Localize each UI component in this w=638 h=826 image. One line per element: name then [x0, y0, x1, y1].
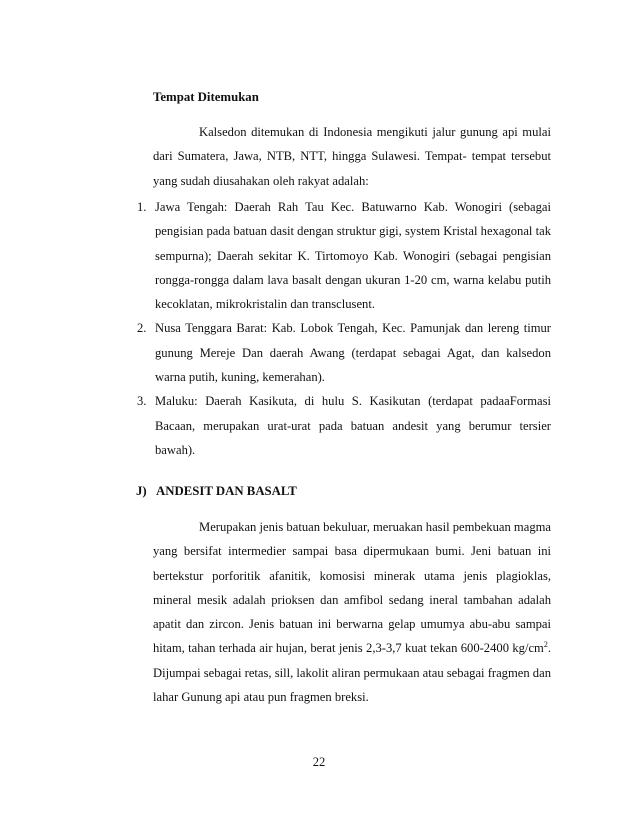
- andesit-text-end: . Dijumpai sebagai retas, sill, lakolit aliran permukaan atau sebagai fragmen dan lahar Gunung api atau pun fragmen breksi.: [153, 641, 551, 705]
- list-item-text: Maluku: Daerah Kasikuta, di hulu S. Kasikutan (terdapat padaaFormasi Bacaan, merupakan urat-urat pada batuan andesit yang berumur tersier bawah).: [155, 394, 551, 457]
- list-item-number: 3.: [137, 394, 147, 409]
- page-number: 22: [312, 755, 326, 769]
- superscript-exponent: 2: [543, 640, 548, 650]
- list-item-number: 2.: [137, 321, 147, 336]
- list-item: [137, 195, 551, 316]
- section-heading-tempat-ditemukan: Tempat Ditemukan: [153, 90, 259, 104]
- andesit-paragraph: [153, 515, 551, 709]
- list-item: [137, 389, 551, 462]
- location-list: [137, 195, 551, 462]
- list-item-number: 1.: [137, 200, 147, 214]
- list-item-text: Nusa Tenggara Barat: Kab. Lobok Tengah, Kec. Pamunjak dan lereng timur gunung Mereje Dan daerah Awang (terdapat sebagai Agat, dan kalsedon warna putih, kuning, kemerahan).: [155, 321, 551, 385]
- andesit-text: Merupakan jenis batuan bekuluar, meruakan hasil pembekuan magma yang bersifat intermedier sampai basa dipermukaan bumi. Jeni batuan ini bertekstur porforitik afanitik, komosisi minerak utama jenis plagioklas, mineral mesik adalah prioksen dan amfibol sedang ineral tambahan adalah apatit dan zircon. Jenis batuan ini berwarna gelap umumya abu-abu sampai hitam, tahan terhada air hujan, berat jenis 2,3-3,7 kuat tekan 600-2400 kg/cm: [153, 520, 551, 656]
- section-title: ANDESIT DAN BASALT: [156, 484, 297, 498]
- list-item-text: Jawa Tengah: Daerah Rah Tau Kec. Batuwarno Kab. Wonogiri (sebagai pengisian pada batuan dasit dengan struktur gigi, system Kristal hexagonal tak sempurna); Daerah sekitar K. Tirtomoyo Kab. Wonogiri (sebagai pengisian rongga-rongga dalam lava basalt dengan ukuran 1-20 cm, warna kelabu putih kecoklatan, mikrokristalin dan transclusent.: [155, 200, 551, 312]
- section-letter: J): [136, 484, 147, 498]
- intro-paragraph: Kalsedon ditemukan di Indonesia mengikuti jalur gunung api mulai dari Sumatera, Jawa, NTB, NTT, hingga Sulawesi. Tempat- tempat tersebut yang sudah diusahakan oleh rakyat adalah:: [153, 125, 551, 188]
- section-heading-andesit-basalt: [136, 484, 297, 499]
- list-item: [137, 316, 551, 389]
